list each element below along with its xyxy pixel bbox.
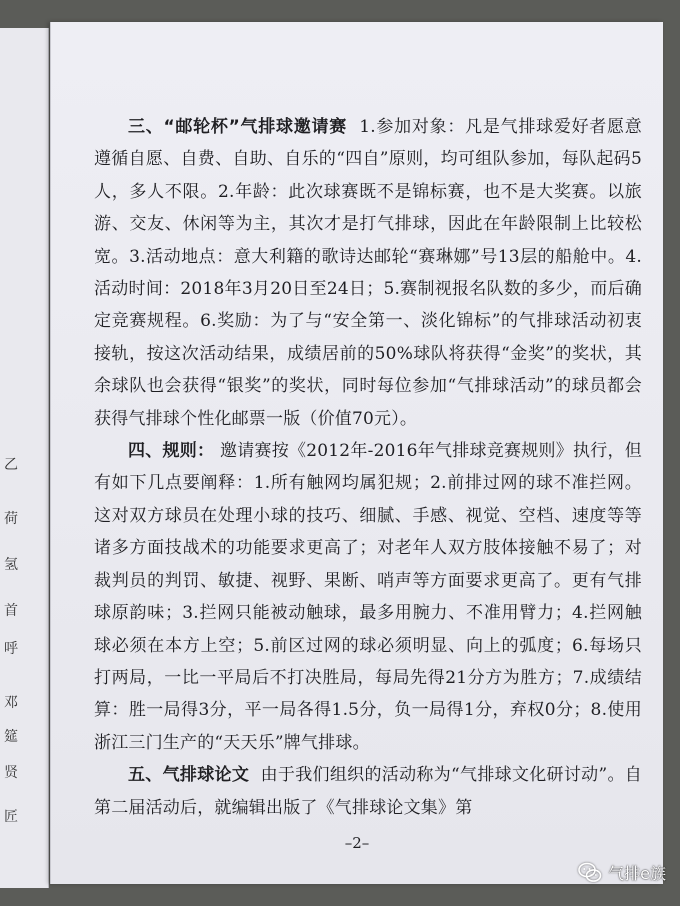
watermark-text: 气排e族 [608, 864, 666, 883]
section-text: 邀请赛按《2012年-2016年气排球竞赛规则》执行，但有如下几点要阐释：1.所有触网均属犯规；2.前排过网的球不准拦网。这对双方球员在处理小球的技巧、细腻、手感、视觉、空档、速度等等诸多方面技战术的功能要求更高了；对老年人双方肢体接触不易了；对裁判员的判罚、敏捷、视野、果断、哨声等方面要求更高了。更有气排球原韵味；3.拦网只能被动触球，最多用腕力、不准用臂力；4.拦网触球必须在本方上空；5.前区过网的球必须明显、向上的弧度；6.每场只打两局，一比一平局后不打决胜局，每局先得21分方为胜方；7.成绩结算：胜一局得3分，平一局各得1.5分，负一局得1分，弃权0分；8.使用浙江三门生产的“天天乐”牌气排球。 [94, 441, 643, 753]
section-heading: 三、“邮轮杯”气排球邀请赛 [128, 117, 347, 137]
left-page-fragment: 氢 [4, 557, 18, 573]
section-text: 由于我们组织的活动称为“气排球文化研讨动”。自第二届活动后，就编辑出版了《气排球论文集》第 [94, 765, 642, 818]
page-number: –2– [344, 834, 370, 852]
left-page-fragment: 乙 [4, 457, 18, 473]
watermark [578, 861, 666, 884]
section-text: 1.参加对象：凡是气排球爱好者愿意遵循自愿、自费、自助、自乐的“四自”原则，均可组队参加，每队起码5人，多人不限。2.年龄：此次球赛既不是锦标赛，也不是大奖赛。以旅游、交友、休闲等为主，其次才是打气排球，因此在年龄限制上比较松宽。3.活动地点：意大利籍的歌诗达邮轮“赛琳娜”号13层的船舱中。4.活动时间：2018年3月20日至24日；5.赛制视报名队数的多少，而后确定竞赛规程。6.奖励：为了与“安全第一、淡化锦标”的气排球活动初衷接轨，按这次活动结果，成绩居前的50%球队将获得“金奖”的奖状，其余球队也会获得“银奖”的奖状，同时每位参加“气排球活动”的球员都会获得气排球个性化邮票一版（价值70元）。 [94, 117, 642, 429]
adjacent-page-edge [0, 28, 49, 888]
left-page-fragment: 首 [4, 603, 18, 619]
left-page-fragment: 邓 [4, 695, 18, 711]
section-heading: 四、规则： [128, 441, 215, 462]
document-body [94, 111, 642, 824]
left-page-fragment: 匠 [4, 809, 18, 825]
document-page [50, 22, 663, 884]
left-page-fragment: 荷 [4, 511, 18, 527]
wechat-icon [578, 862, 602, 884]
left-page-fragment: 呼 [4, 641, 18, 657]
left-page-fragment: 贤 [4, 765, 18, 781]
section-three-paragraph [94, 111, 642, 435]
left-page-fragment: 筵 [4, 729, 18, 745]
section-heading: 五、气排球论文 [128, 765, 250, 786]
section-four-paragraph [94, 435, 642, 759]
section-five-paragraph [94, 759, 642, 824]
